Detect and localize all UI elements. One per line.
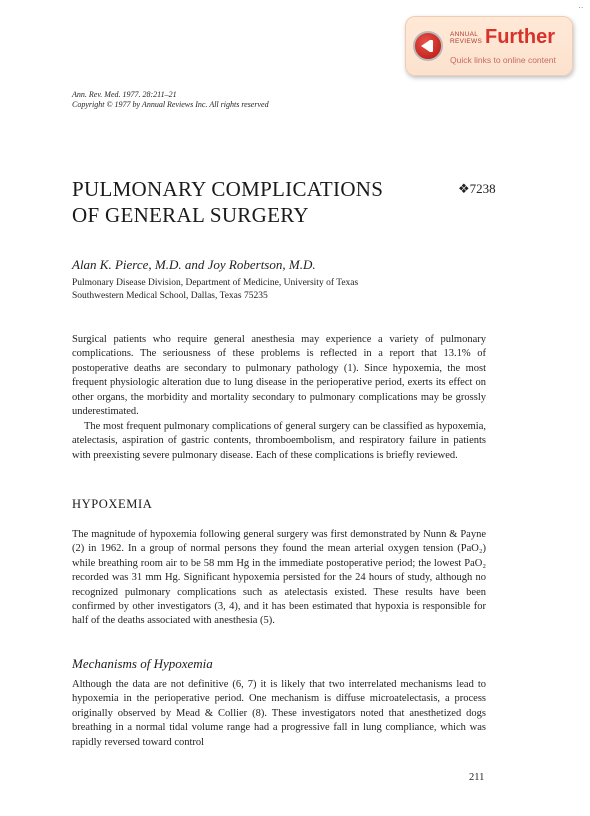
article-title <box>72 176 432 228</box>
reviews-line: REVIEWS <box>450 38 483 45</box>
affiliation-line-1: Pulmonary Disease Division, Department of Medicine, University of Texas <box>72 278 359 288</box>
subsection-heading-mechanisms: Mechanisms of Hypoxemia <box>72 656 213 671</box>
annual-reviews-wordmark <box>450 31 482 45</box>
further-title: Further <box>485 26 555 48</box>
citation-journal: Ann. Rev. Med. 1977. 28:211–21 <box>72 90 177 99</box>
mechanisms-paragraph-1: Although the data are not definitive (6, 7) it is likely that two interrelated mechanisms lead to hypoxemia in the perioperative period. One mechanism is diffuse microatelectasis, a process originally observed by Mead & Collier (8). These investigators noted that anesthetized dogs breathing in a normal tidal volume range had a progressive fall in lung compliance, which was rapidly reversed toward control <box>72 679 486 748</box>
article-code: ❖7238 <box>458 181 496 196</box>
corner-mark: .. <box>578 2 584 10</box>
article-title-line-1: PULMONARY COMPLICATIONS <box>72 177 384 201</box>
further-tagline: Quick links to online content <box>450 55 556 65</box>
citation-copyright: Copyright © 1977 by Annual Reviews Inc. All rights reserved <box>72 100 269 109</box>
affiliation-line-2: Southwestern Medical School, Dallas, Texas 75235 <box>72 290 268 301</box>
citation <box>72 90 269 110</box>
further-banner[interactable] <box>405 16 573 76</box>
article-title-line-2: OF GENERAL SURGERY <box>72 203 309 227</box>
page-number: 211 <box>469 772 485 783</box>
annual-reviews-logo-icon <box>413 31 443 61</box>
section-heading-hypoxemia: HYPOXEMIA <box>72 497 153 511</box>
hypoxemia-paragraph-1: The magnitude of hypoxemia following general surgery was first demonstrated by Nunn & Payne (2) in 1962. In a group of normal persons they found the mean arterial oxygen tension (PaO₂) while breathing room air to be 58 mm Hg in the immediate postoperative period; the lowest PaO₂ recorded was 31 mm Hg. Significant hypoxemia persisted for the 24 hours of study, although no recognized pulmonary complications such as atelectasis existed. These results have been confirmed by other investigators (3, 4), and it has been estimated that hypoxia is responsible for half of the deaths associated with anesthesia (5). <box>72 529 486 627</box>
authors: Alan K. Pierce, M.D. and Joy Robertson, M.D. <box>72 257 316 272</box>
intro-paragraph-1: Surgical patients who require general anesthesia may experience a variety of pulmonary complications. The seriousness of these problems is reflected in a report that 13.1% of postoperative deaths are secondary to pulmonary pathology (1). Since hypoxemia, the most frequent physiologic alteration due to lung disease in the perioperative period, exerts its effect on other organs, the morbidity and mortality secondary to pulmonary complications may be grossly underestimated. <box>72 334 486 418</box>
annual-line: ANNUAL <box>450 31 479 38</box>
affiliation <box>72 277 358 302</box>
intro-paragraph-2: The most frequent pulmonary complications of general surgery can be classified as hypoxemia, atelectasis, aspiration of gastric contents, thromboembolism, and respiratory failure in patients with preexisting severe pulmonary disease. Each of these complications is briefly reviewed. <box>72 421 486 461</box>
